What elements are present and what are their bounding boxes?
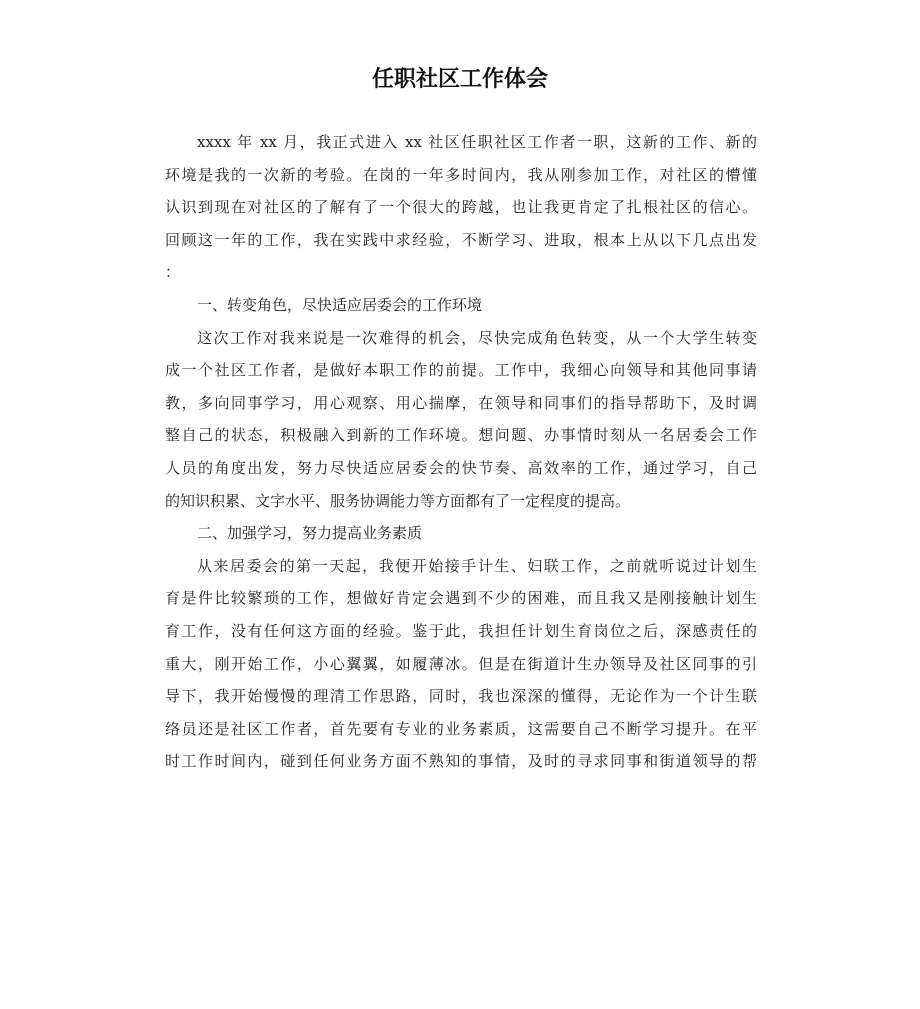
paragraph-line: 从来居委会的第一天起，我便开始接手计生、妇联工作，之前就听说过计划生 bbox=[197, 556, 757, 575]
paragraph-line: 络员还是社区工作者，首先要有专业的业务素质，这需要自己不断学习提升。在平 bbox=[165, 719, 757, 738]
paragraph-line: xxxx 年 xx 月，我正式进入 xx 社区任职社区工作者一职，这新的工作、新的 bbox=[197, 133, 757, 151]
paragraph-line: ： bbox=[165, 263, 181, 282]
paragraph-line: 育是件比较繁琐的工作，想做好肯定会遇到不少的困难，而且我又是刚接触计划生 bbox=[165, 589, 757, 608]
paragraph-line: 整自己的状态，积极融入到新的工作环境。想问题、办事情时刻从一名居委会工作 bbox=[165, 426, 757, 445]
document-body bbox=[165, 126, 757, 778]
paragraph-line: 育工作，没有任何这方面的经验。鉴于此，我担任计划生育岗位之后，深感责任的 bbox=[165, 621, 757, 640]
paragraph-line: 人员的角度出发，努力尽快适应居委会的快节奏、高效率的工作，通过学习，自己 bbox=[165, 458, 757, 477]
paragraph-line: 导下，我开始慢慢的理清工作思路，同时，我也深深的懂得，无论作为一个计生联 bbox=[165, 687, 757, 706]
paragraph-line: 教，多向同事学习，用心观察、用心揣摩，在领导和同事们的指导帮助下，及时调 bbox=[165, 393, 757, 412]
paragraph-line: 成一个社区工作者，是做好本职工作的前提。工作中，我细心向领导和其他同事请 bbox=[165, 361, 757, 380]
paragraph-line: 的知识积累、文字水平、服务协调能力等方面都有了一定程度的提高。 bbox=[165, 491, 631, 510]
paragraph-line: 重大，刚开始工作，小心翼翼，如履薄冰。但是在街道计生办领导及社区同事的引 bbox=[165, 654, 757, 673]
paragraph-line: 回顾这一年的工作，我在实践中求经验，不断学习、进取，根本上从以下几点出发 bbox=[165, 230, 757, 249]
paragraph-line: 时工作时间内，碰到任何业务方面不熟知的事情，及时的寻求同事和街道领导的帮 bbox=[165, 752, 757, 771]
paragraph-line: 环境是我的一次新的考验。在岗的一年多时间内，我从刚参加工作，对社区的懵懂 bbox=[165, 165, 757, 184]
section-heading: 二、加强学习，努力提高业务素质 bbox=[197, 524, 423, 543]
paragraph-line: 这次工作对我来说是一次难得的机会，尽快完成角色转变，从一个大学生转变 bbox=[197, 328, 757, 347]
paragraph-line: 认识到现在对社区的了解有了一个很大的跨越，也让我更肯定了扎根社区的信心。 bbox=[165, 198, 757, 217]
section-heading: 一、转变角色，尽快适应居委会的工作环境 bbox=[197, 295, 483, 314]
document-title: 任职社区工作体会 bbox=[371, 67, 548, 92]
